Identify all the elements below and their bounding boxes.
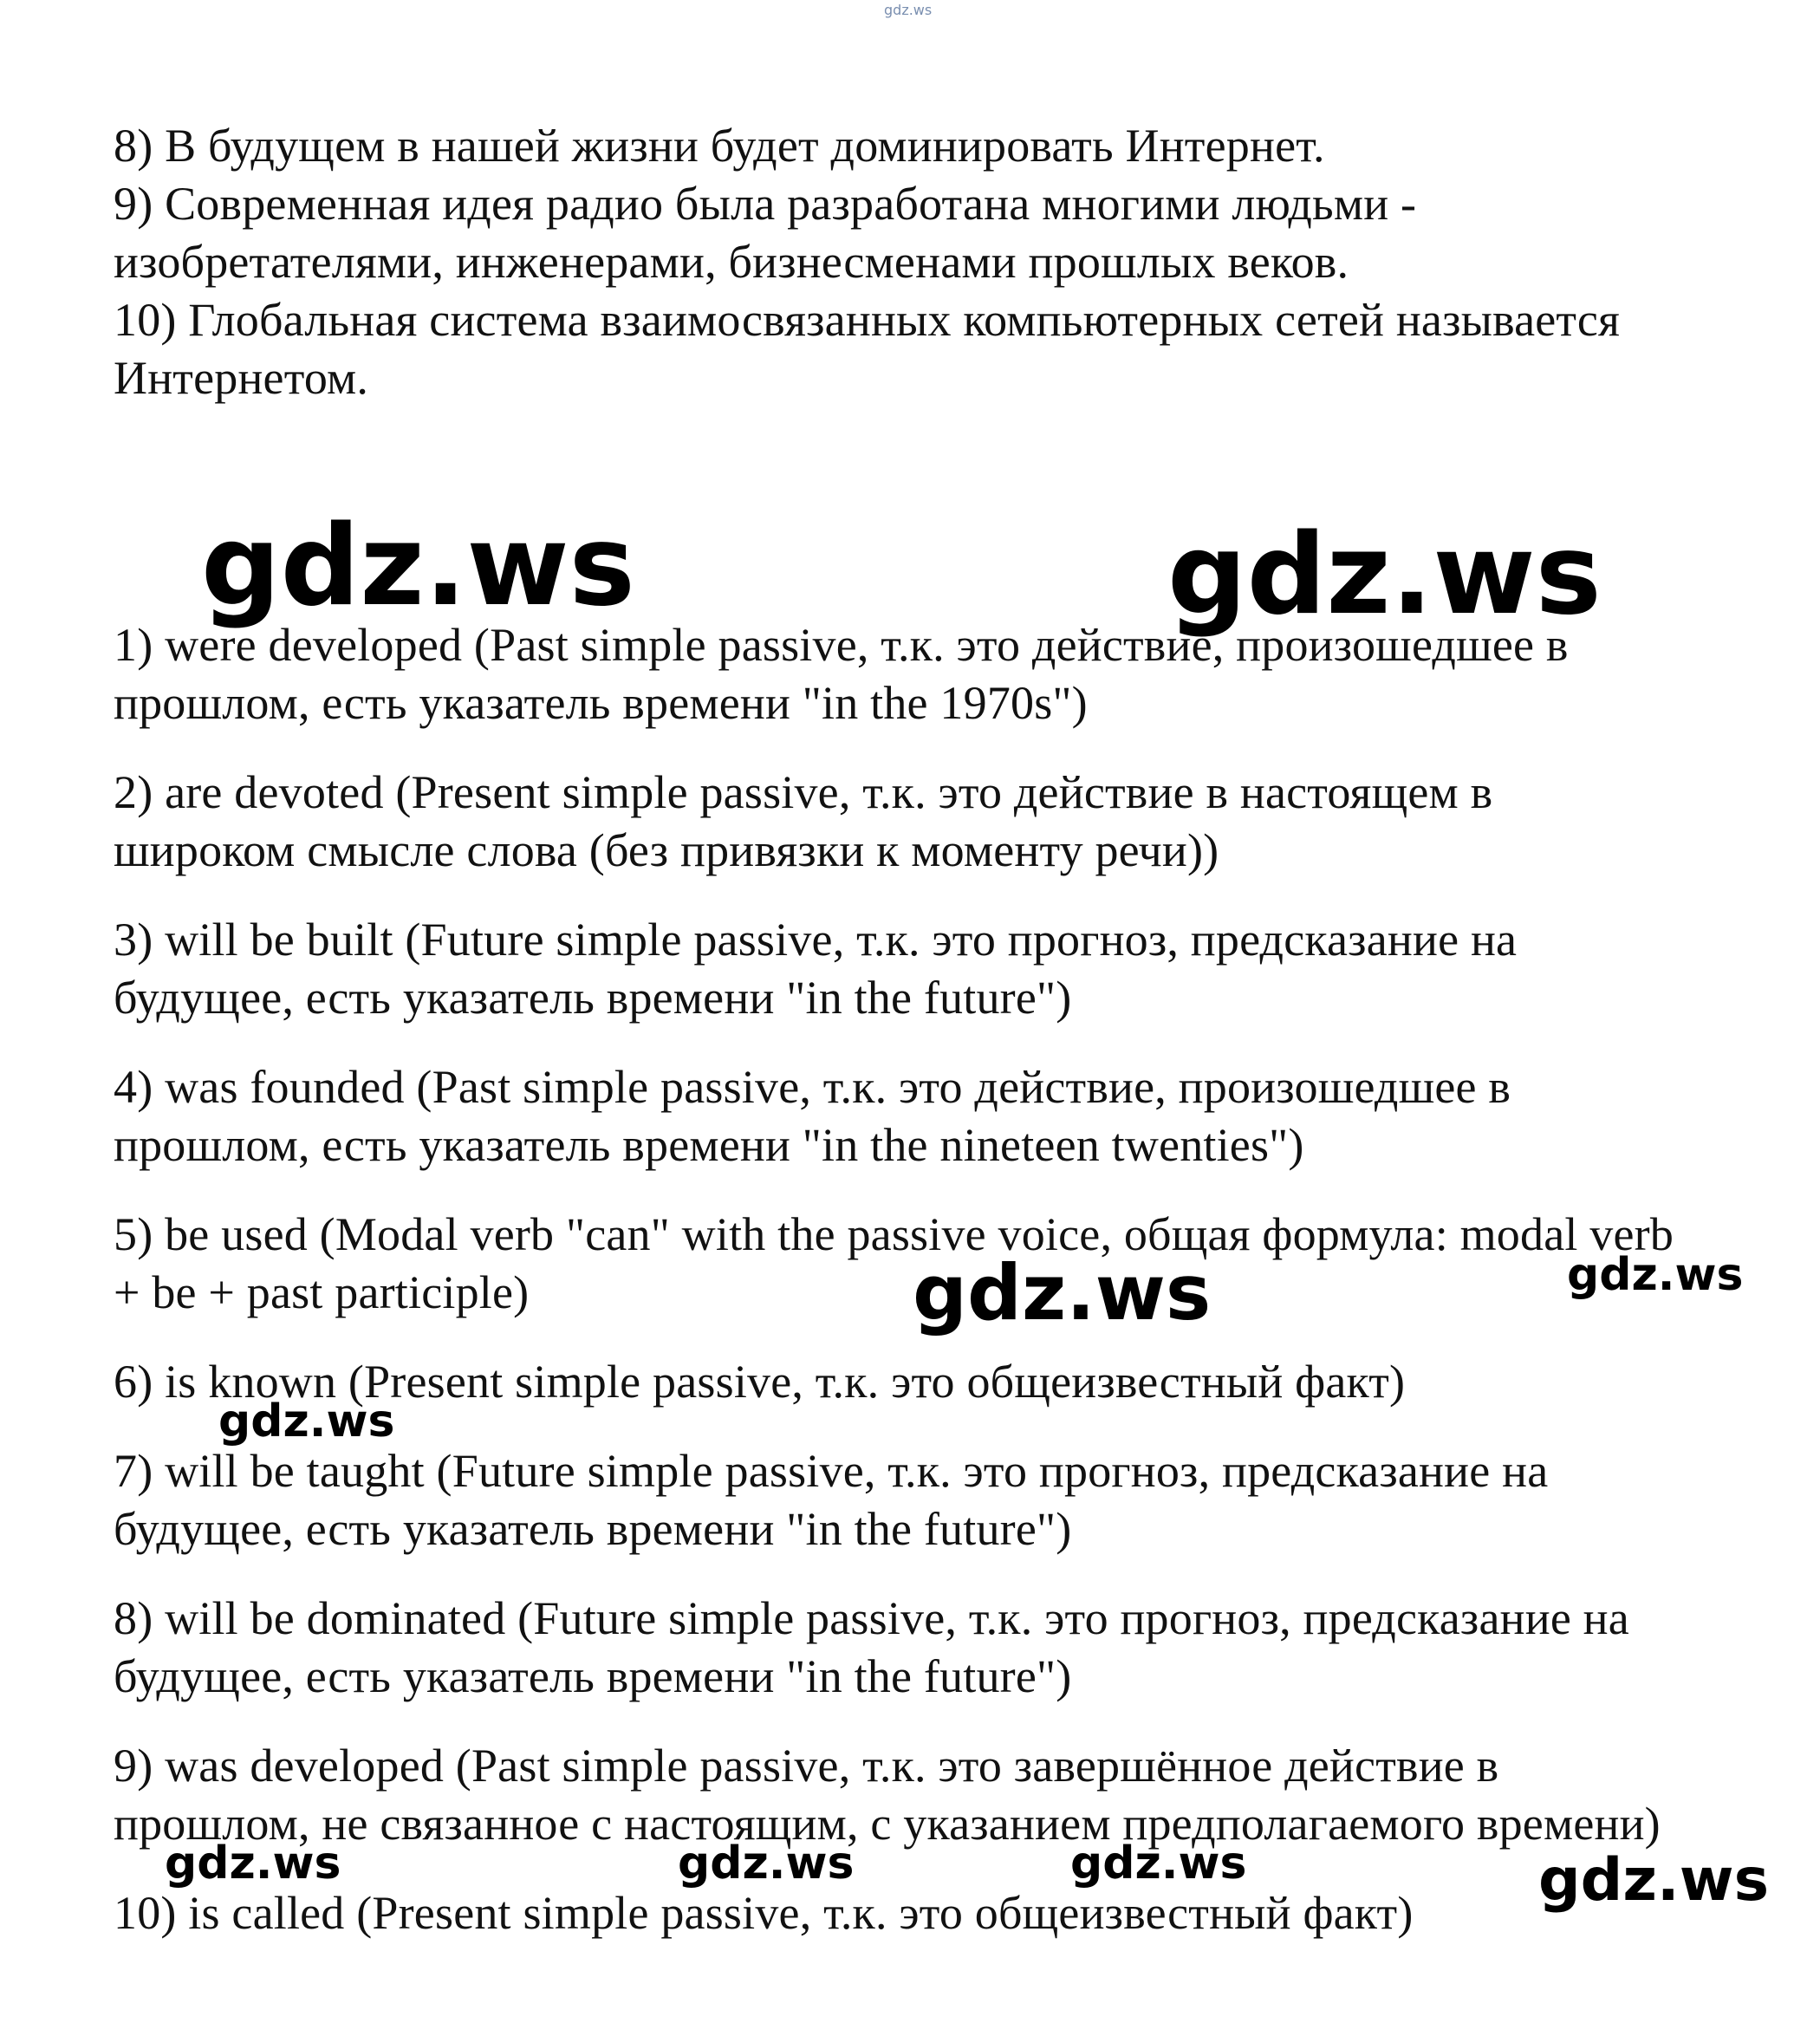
translation-line-10b: Интернетом. — [114, 352, 369, 404]
answer-7-line-2: будущее, есть указатель времени "in the future") — [114, 1503, 1072, 1555]
answer-4-line-1: 4) was founded (Past simple passive, т.к. это действие, произошедшее в — [114, 1061, 1511, 1113]
answer-3-line-2: будущее, есть указатель времени "in the future") — [114, 972, 1072, 1024]
watermark-mid-center: gdz.ws — [913, 1248, 1212, 1337]
answer-1-line-1: 1) were developed (Past simple passive, т.к. это действие, произошедшее в — [114, 619, 1569, 671]
answer-5-line-1: 5) be used (Modal verb "can" with the passive voice, общая формула: modal verb — [114, 1208, 1674, 1260]
translation-line-8: 8) В будущем в нашей жизни будет доминировать Интернет. — [114, 120, 1325, 172]
translation-line-9a: 9) Современная идея радио была разработана многими людьми - — [114, 178, 1417, 230]
answer-1-line-2: прошлом, есть указатель времени "in the 1970s") — [114, 677, 1088, 729]
answer-8-line-2: будущее, есть указатель времени "in the future") — [114, 1650, 1072, 1702]
answer-9-line-2: прошлом, не связанное с настоящим, с указанием предполагаемого времени) — [114, 1798, 1661, 1850]
watermark-large-left: gdz.ws — [201, 502, 635, 631]
watermark-bottom-3: gdz.ws — [1070, 1838, 1247, 1890]
answer-8-line-1: 8) will be dominated (Future simple passive, т.к. это прогноз, предсказание на — [114, 1592, 1629, 1644]
watermark-small-left-1: gdz.ws — [218, 1395, 395, 1447]
watermark-mid-right: gdz.ws — [1567, 1249, 1744, 1301]
answer-2-line-2: широком смысле слова (без привязки к моменту речи)) — [114, 824, 1219, 876]
answer-7-line-1: 7) will be taught (Future simple passive, т.к. это прогноз, предсказание на — [114, 1445, 1549, 1497]
header-watermark: gdz.ws — [884, 2, 933, 18]
answer-5-line-2: + be + past participle) — [114, 1266, 530, 1318]
answer-3-line-1: 3) will be built (Future simple passive, т.к. это прогноз, предсказание на — [114, 914, 1518, 966]
answer-6-line-1: 6) is known (Present simple passive, т.к. это общеизвестный факт) — [114, 1356, 1406, 1408]
translation-line-10a: 10) Глобальная система взаимосвязанных компьютерных сетей называется — [114, 294, 1621, 346]
answer-2-line-1: 2) are devoted (Present simple passive, т.к. это действие в настоящем в — [114, 766, 1493, 818]
answer-10-line-1: 10) is called (Present simple passive, т.к. это общеизвестный факт) — [114, 1887, 1414, 1939]
watermark-large-right: gdz.ws — [1167, 511, 1602, 640]
watermark-bottom-2: gdz.ws — [678, 1838, 855, 1890]
watermark-bottom-1: gdz.ws — [165, 1838, 341, 1890]
answer-4-line-2: прошлом, есть указатель времени "in the nineteen twenties") — [114, 1119, 1304, 1171]
translation-line-9b: изобретателями, инженерами, бизнесменами прошлых веков. — [114, 236, 1349, 288]
answer-9-line-1: 9) was developed (Past simple passive, т.к. это завершённое действие в — [114, 1740, 1499, 1792]
watermark-bottom-4: gdz.ws — [1538, 1846, 1770, 1915]
